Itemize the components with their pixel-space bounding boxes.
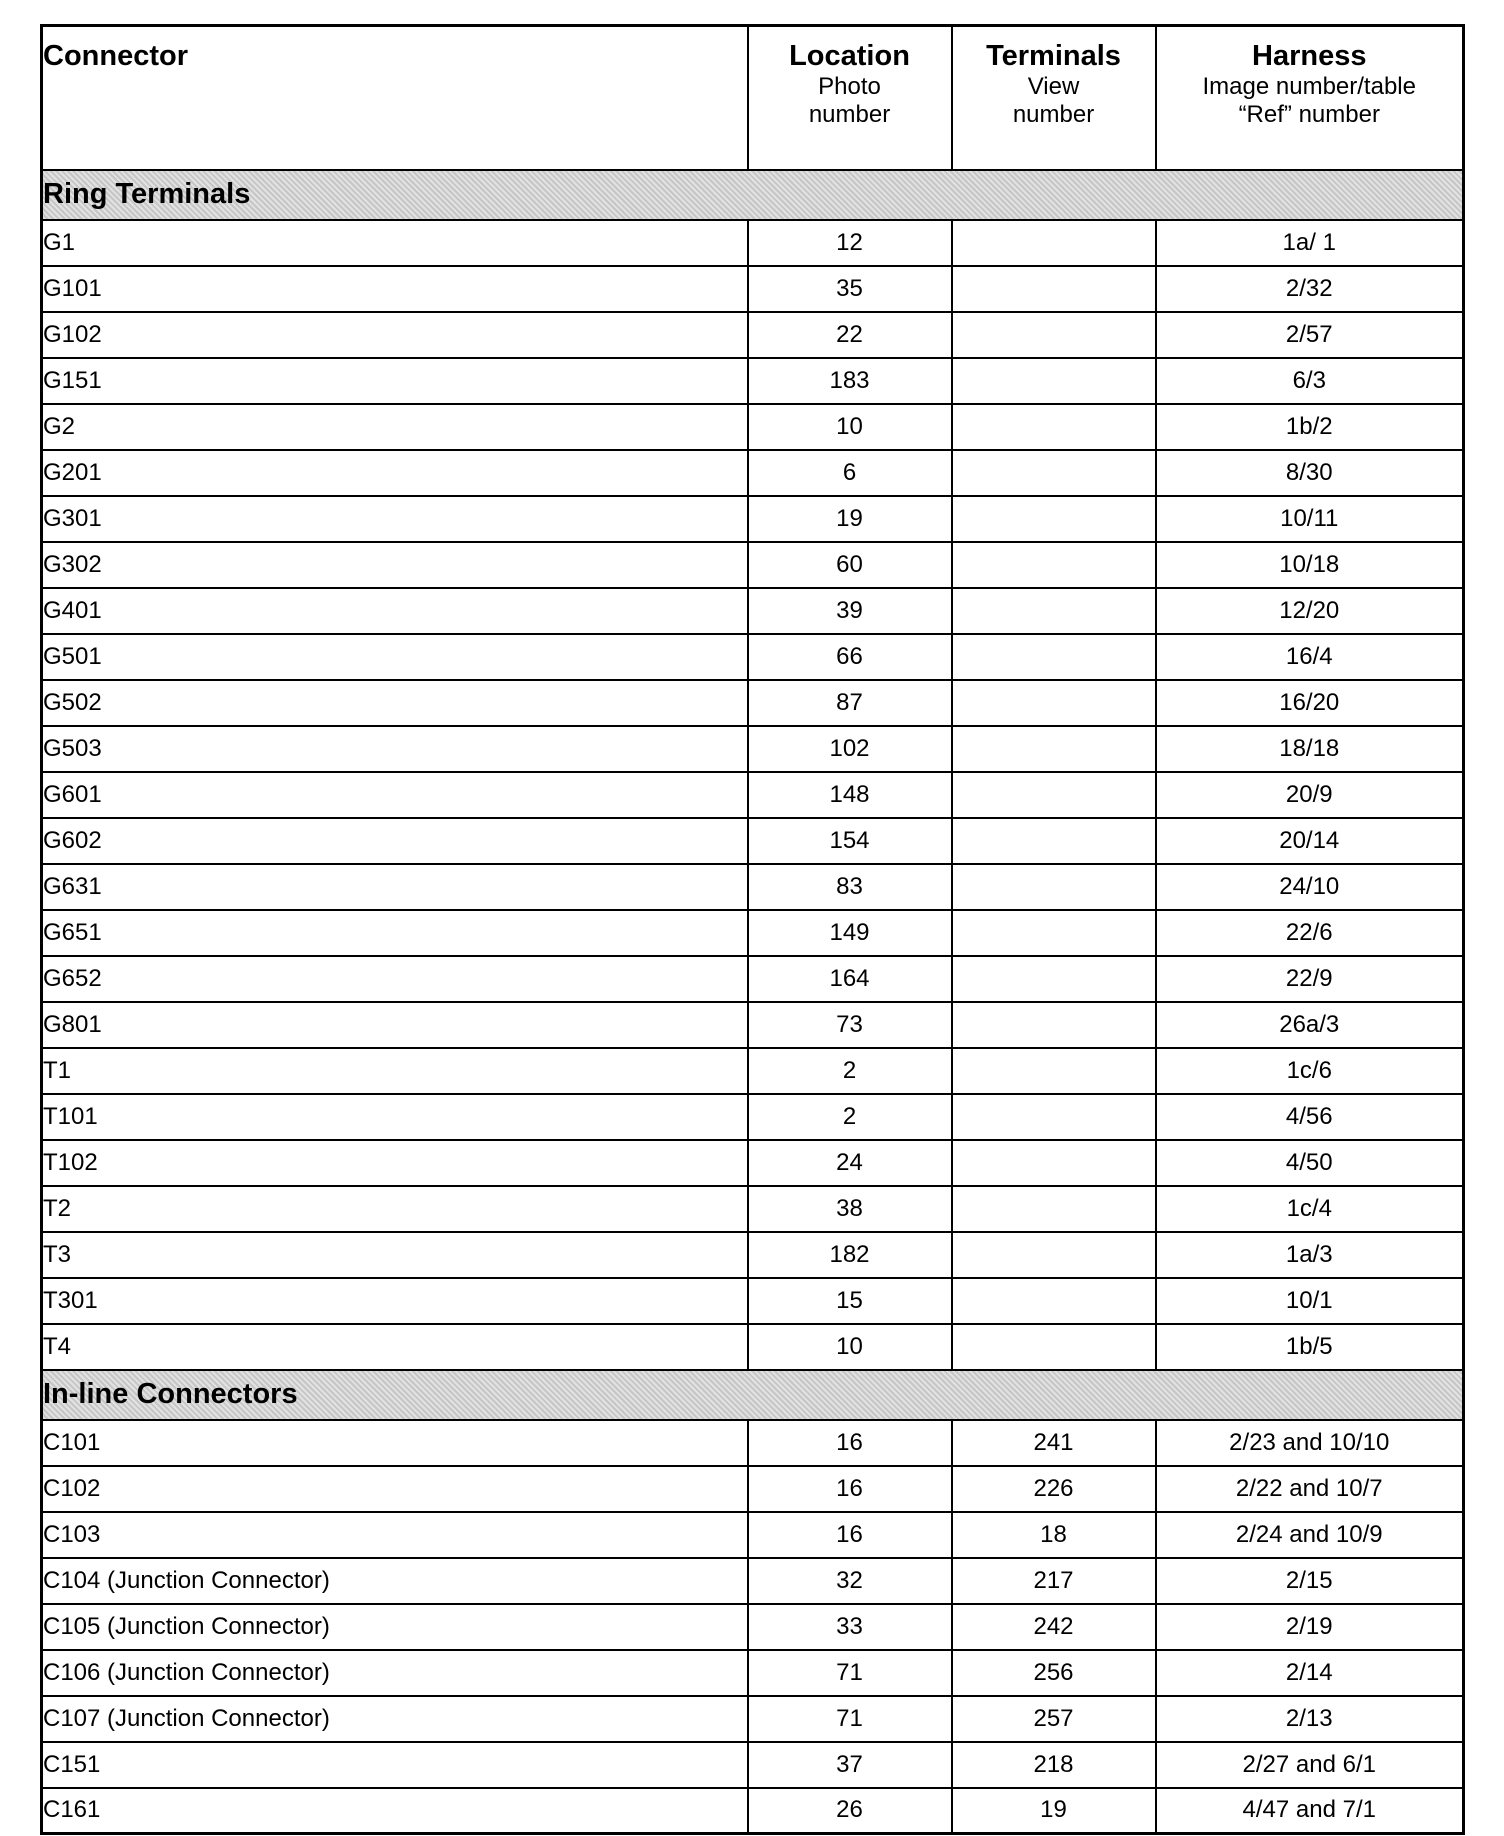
terminals-cell: 217 [952, 1558, 1156, 1604]
table-row [42, 1558, 1464, 1604]
connector-cell: G501 [42, 634, 748, 680]
terminals-cell [952, 1278, 1156, 1324]
harness-cell: 16/4 [1156, 634, 1464, 680]
connector-cell: T1 [42, 1048, 748, 1094]
harness-cell: 18/18 [1156, 726, 1464, 772]
connector-cell: G651 [42, 910, 748, 956]
harness-cell: 24/10 [1156, 864, 1464, 910]
harness-cell: 12/20 [1156, 588, 1464, 634]
connector-cell: G502 [42, 680, 748, 726]
location-cell: 39 [748, 588, 952, 634]
harness-cell: 22/6 [1156, 910, 1464, 956]
header-location [748, 26, 952, 170]
harness-cell: 2/14 [1156, 1650, 1464, 1696]
location-cell: 32 [748, 1558, 952, 1604]
location-cell: 16 [748, 1420, 952, 1466]
connector-cell: C106 (Junction Connector) [42, 1650, 748, 1696]
terminals-cell: 241 [952, 1420, 1156, 1466]
table-row [42, 542, 1464, 588]
table-row [42, 450, 1464, 496]
harness-cell: 2/32 [1156, 266, 1464, 312]
terminals-cell: 256 [952, 1650, 1156, 1696]
terminals-cell [952, 1048, 1156, 1094]
header-row [42, 26, 1464, 170]
harness-cell: 16/20 [1156, 680, 1464, 726]
location-cell: 71 [748, 1696, 952, 1742]
terminals-cell: 242 [952, 1604, 1156, 1650]
table-row [42, 1278, 1464, 1324]
terminals-cell [952, 864, 1156, 910]
header-harness-sub: Image number/table “Ref” number [1202, 73, 1416, 128]
terminals-cell [952, 634, 1156, 680]
terminals-cell [952, 220, 1156, 266]
terminals-cell [952, 588, 1156, 634]
terminals-cell [952, 1094, 1156, 1140]
harness-cell: 1b/5 [1156, 1324, 1464, 1370]
connector-cell: G602 [42, 818, 748, 864]
header-harness-title: Harness [1252, 40, 1367, 72]
connector-cell: G503 [42, 726, 748, 772]
connector-cell: C102 [42, 1466, 748, 1512]
harness-cell: 2/24 and 10/9 [1156, 1512, 1464, 1558]
terminals-cell [952, 450, 1156, 496]
table-row [42, 1048, 1464, 1094]
table-row [42, 1186, 1464, 1232]
table-row [42, 496, 1464, 542]
connector-cell: T2 [42, 1186, 748, 1232]
harness-cell: 1a/3 [1156, 1232, 1464, 1278]
connector-cell: T4 [42, 1324, 748, 1370]
location-cell: 24 [748, 1140, 952, 1186]
header-location-sub: Photo number [808, 73, 891, 128]
terminals-cell [952, 1232, 1156, 1278]
connector-cell: C161 [42, 1788, 748, 1834]
connector-cell: G151 [42, 358, 748, 404]
location-cell: 2 [748, 1094, 952, 1140]
location-cell: 87 [748, 680, 952, 726]
table-row [42, 1604, 1464, 1650]
location-cell: 6 [748, 450, 952, 496]
table-row [42, 266, 1464, 312]
location-cell: 148 [748, 772, 952, 818]
table-row [42, 1140, 1464, 1186]
connector-cell: G201 [42, 450, 748, 496]
terminals-cell [952, 680, 1156, 726]
harness-cell: 22/9 [1156, 956, 1464, 1002]
section-title: Ring Terminals [42, 170, 1464, 220]
table-row [42, 1696, 1464, 1742]
location-cell: 71 [748, 1650, 952, 1696]
table-row [42, 220, 1464, 266]
harness-cell: 10/11 [1156, 496, 1464, 542]
harness-cell: 8/30 [1156, 450, 1464, 496]
terminals-cell [952, 1324, 1156, 1370]
table-row [42, 772, 1464, 818]
header-connector-title: Connector [43, 40, 188, 72]
terminals-cell [952, 772, 1156, 818]
connector-cell: G2 [42, 404, 748, 450]
connector-cell: G652 [42, 956, 748, 1002]
terminals-cell: 218 [952, 1742, 1156, 1788]
connector-cell: G302 [42, 542, 748, 588]
table-row [42, 1232, 1464, 1278]
table-row [42, 312, 1464, 358]
location-cell: 66 [748, 634, 952, 680]
table-row [42, 1466, 1464, 1512]
header-terminals-sub: View number [1012, 73, 1095, 128]
harness-cell: 20/14 [1156, 818, 1464, 864]
harness-cell: 2/27 and 6/1 [1156, 1742, 1464, 1788]
terminals-cell [952, 266, 1156, 312]
connector-cell: C105 (Junction Connector) [42, 1604, 748, 1650]
location-cell: 22 [748, 312, 952, 358]
terminals-cell: 18 [952, 1512, 1156, 1558]
section-header-row [42, 1370, 1464, 1420]
table-row [42, 1650, 1464, 1696]
connector-cell: C103 [42, 1512, 748, 1558]
connector-cell: T3 [42, 1232, 748, 1278]
connector-cell: T101 [42, 1094, 748, 1140]
harness-cell: 2/19 [1156, 1604, 1464, 1650]
terminals-cell [952, 1002, 1156, 1048]
terminals-cell [952, 726, 1156, 772]
connector-cell: G631 [42, 864, 748, 910]
location-cell: 183 [748, 358, 952, 404]
connector-cell: C101 [42, 1420, 748, 1466]
connector-cell: G1 [42, 220, 748, 266]
location-cell: 149 [748, 910, 952, 956]
connector-cell: G101 [42, 266, 748, 312]
harness-cell: 4/47 and 7/1 [1156, 1788, 1464, 1834]
location-cell: 154 [748, 818, 952, 864]
location-cell: 2 [748, 1048, 952, 1094]
harness-cell: 26a/3 [1156, 1002, 1464, 1048]
location-cell: 35 [748, 266, 952, 312]
connector-cell: G401 [42, 588, 748, 634]
connector-cell: G601 [42, 772, 748, 818]
table-row [42, 956, 1464, 1002]
harness-cell: 2/13 [1156, 1696, 1464, 1742]
harness-cell: 1c/4 [1156, 1186, 1464, 1232]
terminals-cell [952, 956, 1156, 1002]
harness-cell: 10/1 [1156, 1278, 1464, 1324]
terminals-cell [952, 818, 1156, 864]
harness-cell: 10/18 [1156, 542, 1464, 588]
location-cell: 182 [748, 1232, 952, 1278]
terminals-cell [952, 496, 1156, 542]
connector-cell: G301 [42, 496, 748, 542]
section-header-row [42, 170, 1464, 220]
location-cell: 38 [748, 1186, 952, 1232]
table-body [42, 170, 1464, 1834]
header-connector [42, 26, 748, 170]
header-harness [1156, 26, 1464, 170]
harness-cell: 1b/2 [1156, 404, 1464, 450]
harness-cell: 2/23 and 10/10 [1156, 1420, 1464, 1466]
terminals-cell: 257 [952, 1696, 1156, 1742]
location-cell: 33 [748, 1604, 952, 1650]
header-location-title: Location [789, 40, 910, 72]
connector-cell: G801 [42, 1002, 748, 1048]
connector-cell: C104 (Junction Connector) [42, 1558, 748, 1604]
table-row [42, 1324, 1464, 1370]
table-row [42, 404, 1464, 450]
location-cell: 102 [748, 726, 952, 772]
connector-cell: C107 (Junction Connector) [42, 1696, 748, 1742]
connector-cell: T102 [42, 1140, 748, 1186]
terminals-cell [952, 312, 1156, 358]
harness-cell: 2/22 and 10/7 [1156, 1466, 1464, 1512]
connector-table [40, 24, 1465, 1835]
location-cell: 16 [748, 1512, 952, 1558]
table-row [42, 1420, 1464, 1466]
location-cell: 19 [748, 496, 952, 542]
section-title: In-line Connectors [42, 1370, 1464, 1420]
harness-cell: 20/9 [1156, 772, 1464, 818]
table-row [42, 1742, 1464, 1788]
terminals-cell [952, 1140, 1156, 1186]
table-row [42, 1002, 1464, 1048]
location-cell: 73 [748, 1002, 952, 1048]
connector-cell: G102 [42, 312, 748, 358]
table-row [42, 726, 1464, 772]
table-row [42, 864, 1464, 910]
harness-cell: 2/57 [1156, 312, 1464, 358]
harness-cell: 2/15 [1156, 1558, 1464, 1604]
location-cell: 83 [748, 864, 952, 910]
harness-cell: 4/56 [1156, 1094, 1464, 1140]
terminals-cell [952, 910, 1156, 956]
location-cell: 60 [748, 542, 952, 588]
location-cell: 164 [748, 956, 952, 1002]
table-row [42, 358, 1464, 404]
terminals-cell [952, 358, 1156, 404]
table-row [42, 818, 1464, 864]
connector-cell: C151 [42, 1742, 748, 1788]
table-row [42, 1094, 1464, 1140]
harness-cell: 1c/6 [1156, 1048, 1464, 1094]
harness-cell: 1a/ 1 [1156, 220, 1464, 266]
harness-cell: 4/50 [1156, 1140, 1464, 1186]
location-cell: 12 [748, 220, 952, 266]
table-row [42, 680, 1464, 726]
location-cell: 15 [748, 1278, 952, 1324]
terminals-cell: 19 [952, 1788, 1156, 1834]
table-row [42, 1512, 1464, 1558]
header-terminals-title: Terminals [986, 40, 1121, 72]
terminals-cell: 226 [952, 1466, 1156, 1512]
location-cell: 26 [748, 1788, 952, 1834]
terminals-cell [952, 542, 1156, 588]
table-row [42, 1788, 1464, 1834]
table-row [42, 634, 1464, 680]
table-row [42, 588, 1464, 634]
terminals-cell [952, 404, 1156, 450]
header-terminals [952, 26, 1156, 170]
location-cell: 10 [748, 404, 952, 450]
location-cell: 16 [748, 1466, 952, 1512]
harness-cell: 6/3 [1156, 358, 1464, 404]
table-row [42, 910, 1464, 956]
location-cell: 10 [748, 1324, 952, 1370]
terminals-cell [952, 1186, 1156, 1232]
connector-cell: T301 [42, 1278, 748, 1324]
location-cell: 37 [748, 1742, 952, 1788]
